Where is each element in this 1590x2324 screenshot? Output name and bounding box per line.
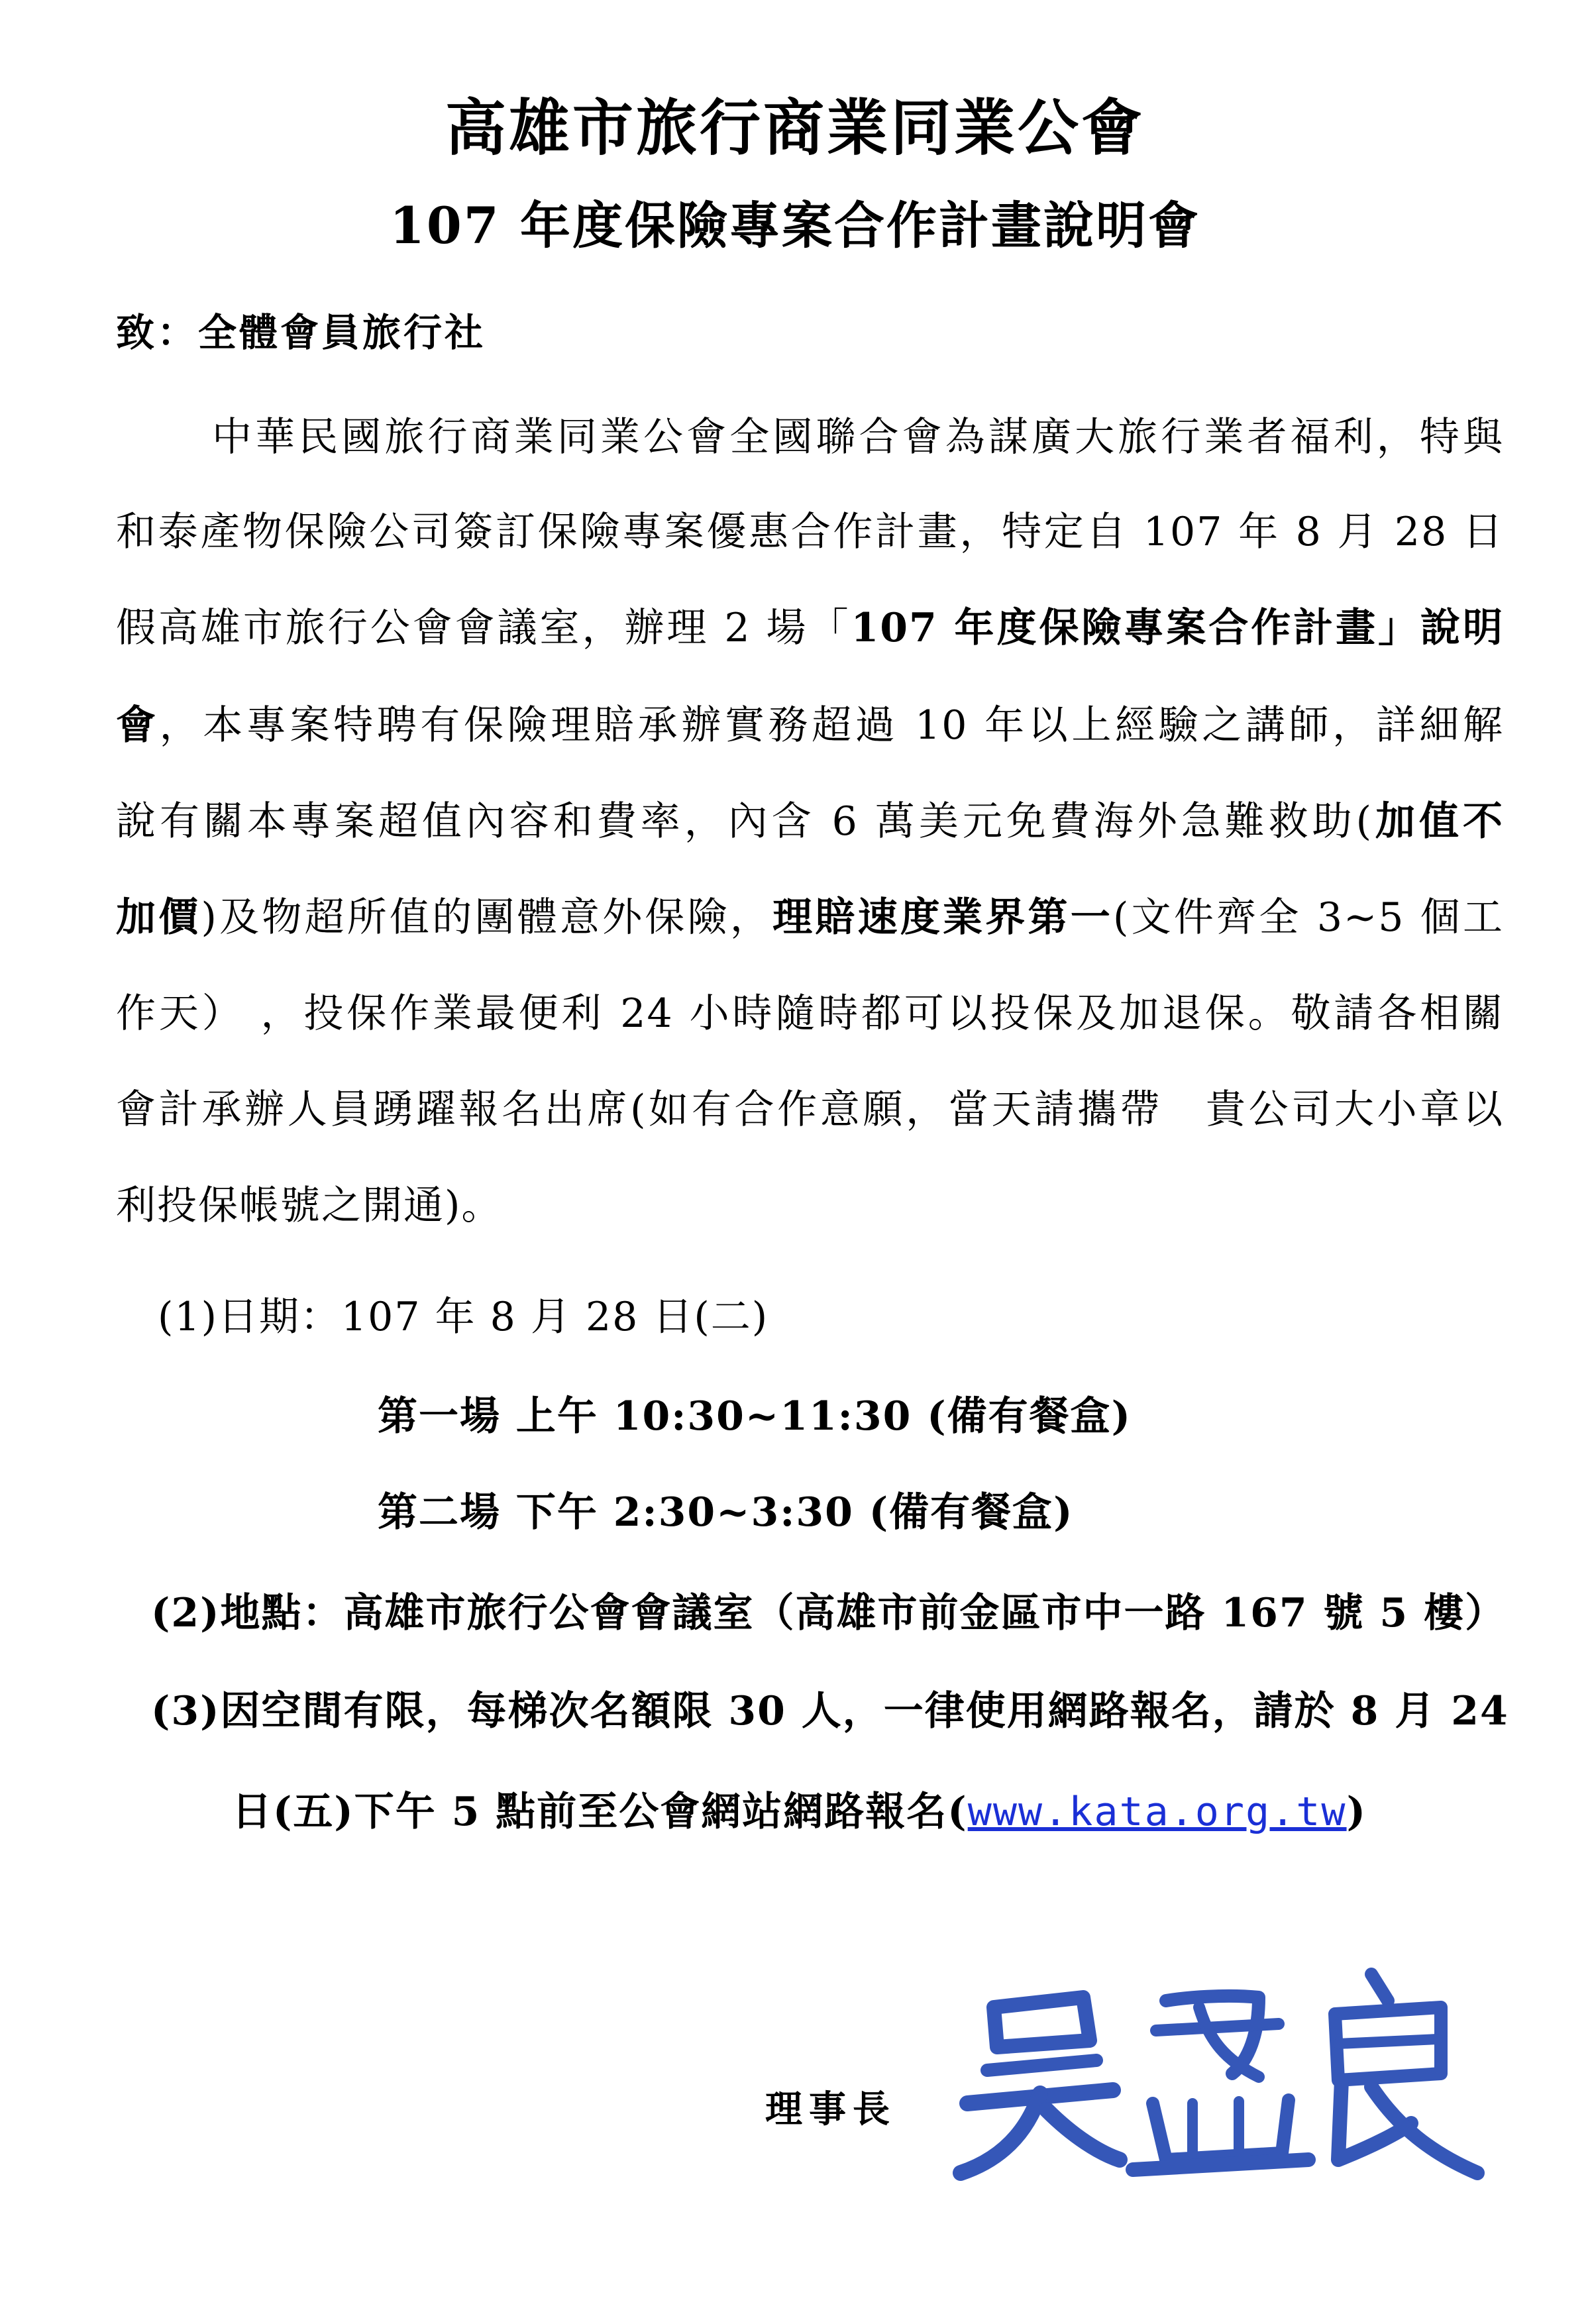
body-line-6 <box>116 891 1504 944</box>
body-line-8: 會計承辦人員踴躍報名出席(如有合作意願，當天請攜帶 貴公司大小章以 <box>116 1086 1504 1133</box>
item-limit-line-2-b: ) <box>1346 1789 1367 1835</box>
body-line-4-b: ，本專案特聘有保險理賠承辦實務超過 10 年以上經驗之講師，詳細解 <box>159 702 1505 749</box>
item-session-1: 第一場 上午 10:30~11:30 (備有餐盒) <box>378 1393 1132 1440</box>
item-session-2: 第二場 下午 2:30~3:30 (備有餐盒) <box>378 1489 1074 1536</box>
body-line-6-b: )及物超所值的團體意外保險， <box>201 894 773 941</box>
website-link[interactable]: www.kata.org.tw <box>967 1789 1347 1835</box>
org-title: 高雄市旅行商業同業公會 <box>445 92 1145 164</box>
body-line-3-a: 假高雄市旅行公會會議室，辦理 2 場「 <box>116 605 851 651</box>
signature-strokes <box>961 1974 1477 2173</box>
body-line-5-a: 說有關本專案超值內容和費率，內含 6 萬美元免費海外急難救助( <box>116 798 1373 845</box>
salutation: 致：全體會員旅行社 <box>116 310 486 355</box>
body-line-3 <box>116 602 1504 655</box>
body-line-4 <box>116 699 1504 752</box>
body-line-5 <box>116 795 1504 848</box>
body-line-7: 作天） ，投保作業最便利 24 小時隨時都可以投保及加退保。敬請各相關 <box>116 990 1504 1037</box>
body-line-6-bold-a: 加價 <box>116 894 201 941</box>
item-limit-line-2-a: 日(五)下午 5 點前至公會網站網路報名( <box>232 1789 968 1835</box>
body-line-9: 利投保帳號之開通)。 <box>116 1183 503 1229</box>
item-location: (2)地點：高雄市旅行公會會議室（高雄市前金區市中一路 167 號 5 樓） <box>151 1590 1507 1636</box>
body-line-3-bold: 107 年度保險專案合作計畫 <box>851 605 1379 651</box>
event-title: 107 年度保險專案合作計畫說明會 <box>389 196 1201 255</box>
item-date: (1)日期：107 年 8 月 28 日(二) <box>158 1294 769 1340</box>
body-line-4-bold: 會 <box>116 702 160 749</box>
body-line-5-bold: 加值不 <box>1373 798 1504 845</box>
item-limit-line-1: (3)因空間有限，每梯次名額限 30 人，一律使用網路報名，請於 8 月 24 <box>151 1688 1509 1734</box>
item-limit-line-2 <box>232 1785 1367 1838</box>
body-line-2: 和泰產物保險公司簽訂保險專案優惠合作計畫，特定自 107 年 8 月 28 日 <box>116 509 1504 555</box>
body-line-1: 中華民國旅行商業同業公會全國聯合會為謀廣大旅行業者福利，特與 <box>212 414 1504 460</box>
signer-title: 理事長 <box>765 2087 896 2131</box>
body-line-3-c: 」說明 <box>1378 605 1504 651</box>
body-line-6-bold-c: 理賠速度業界第一 <box>772 894 1113 941</box>
signature-image <box>947 1961 1491 2186</box>
body-line-6-d: (文件齊全 3~5 個工 <box>1112 894 1505 941</box>
